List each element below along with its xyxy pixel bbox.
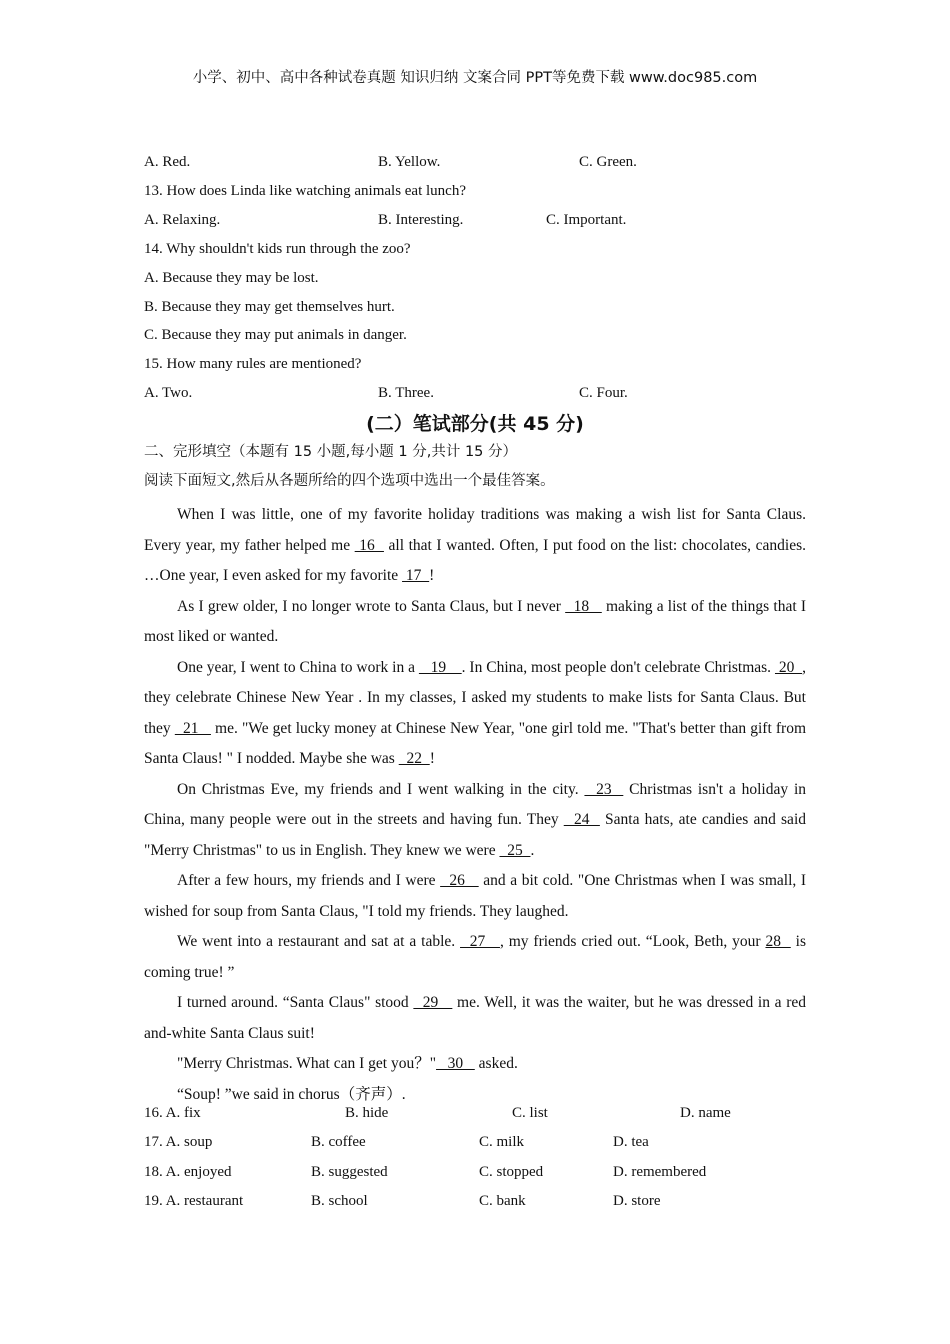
choice-16-d: D. name <box>680 1105 731 1121</box>
blank-26: 26 <box>440 872 479 889</box>
choice-18-c: C. stopped <box>479 1164 544 1180</box>
q15-option-a: A. Two. <box>144 385 193 401</box>
paragraph-6: We went into a restaurant and sat at a table. 27 , my friends cried out. “Look, Beth, your 28 is coming true! ” <box>144 933 806 981</box>
choice-17-a: 17. A. soup <box>144 1134 213 1150</box>
q13-stem: 13. How does Linda like watching animals eat lunch? <box>144 183 466 199</box>
paragraph-7: I turned around. “Santa Claus" stood 29 me. Well, it was the waiter, but he was dressed in a red and-white Santa Claus suit! <box>144 994 807 1042</box>
blank-25: 25 <box>499 841 531 859</box>
choice-19-a: 19. A. restaurant <box>144 1193 244 1209</box>
q13-option-c: C. Important. <box>546 212 627 228</box>
q14-stem: 14. Why shouldn't kids run through the zoo? <box>144 241 411 257</box>
blank-18: 18 <box>565 597 602 615</box>
choice-16-a: 16. A. fix <box>144 1105 201 1121</box>
blank-27: 27 <box>460 933 500 950</box>
choice-19-d: D. store <box>613 1193 661 1209</box>
choice-18-a: 18. A. enjoyed <box>144 1164 232 1180</box>
blank-24: 24 <box>563 811 600 828</box>
q15-option-c: C. Four. <box>579 385 628 401</box>
q13-option-a: A. Relaxing. <box>144 212 221 228</box>
q14-option-c: C. Because they may put animals in danger. <box>144 327 407 343</box>
blank-23: 23 <box>584 780 624 798</box>
section-title: (二）笔试部分(共 45 分) <box>366 413 584 435</box>
q12-option-c: C. Green. <box>579 154 637 170</box>
choice-16-c: C. list <box>512 1105 548 1121</box>
page-header: 小学、初中、高中各种试卷真题 知识归纳 文案合同 PPT等免费下载 www.doc985.com <box>192 70 758 86</box>
paragraph-3: One year, I went to China to work in a 19 . In China, most people don't celebrate Christmas. 20 , they celebrate Chinese New Year . In my classes, I asked my students to make lists for Santa Claus. But they 21 me. "We get lucky money at Chinese New Year, "one girl told me. "That's better than gift from Santa Claus! " I nodded. Maybe she was 22 ! <box>144 658 807 767</box>
choice-16-b: B. hide <box>345 1105 389 1121</box>
choice-17-b: B. coffee <box>311 1134 366 1150</box>
cloze-passage <box>144 500 806 1110</box>
paragraph-2: As I grew older, I no longer wrote to Santa Claus, but I never 18 making a list of the things that I most liked or wanted. <box>144 597 807 645</box>
choice-18-b: B. suggested <box>311 1164 388 1180</box>
cloze-heading: 二、完形填空（本题有 15 小题,每小题 1 分,共计 15 分） <box>144 444 517 460</box>
blank-30: 30 <box>436 1055 475 1072</box>
blank-21: 21 <box>174 719 211 737</box>
choice-19-c: C. bank <box>479 1193 526 1209</box>
paragraph-8: "Merry Christmas. What can I get you？" 30 asked. <box>177 1055 518 1072</box>
blank-20: 20 <box>774 658 803 676</box>
q12-option-a: A. Red. <box>144 154 191 170</box>
blank-16: 16 <box>354 536 384 554</box>
choice-19-b: B. school <box>311 1193 368 1209</box>
q13-option-b: B. Interesting. <box>378 212 464 228</box>
choice-17-c: C. milk <box>479 1134 525 1150</box>
q15-stem: 15. How many rules are mentioned? <box>144 356 362 372</box>
blank-22: 22 <box>398 750 430 767</box>
blank-28: 28 <box>765 933 791 950</box>
q15-option-b: B. Three. <box>378 385 434 401</box>
blank-19: 19 <box>418 658 462 676</box>
q12-option-b: B. Yellow. <box>378 154 441 170</box>
paragraph-5: After a few hours, my friends and I were 26 and a bit cold. "One Christmas when I was small, I wished for soup from Santa Claus, "I told my friends. They laughed. <box>144 872 807 920</box>
q14-option-a: A. Because they may be lost. <box>144 270 319 286</box>
cloze-instruction: 阅读下面短文,然后从各题所给的四个选项中选出一个最佳答案。 <box>144 473 555 489</box>
choice-17-d: D. tea <box>613 1134 649 1150</box>
paragraph-9: “Soup! ”we said in chorus（齐声）. <box>177 1085 406 1103</box>
blank-17: 17 <box>402 567 430 584</box>
paragraph-4: On Christmas Eve, my friends and I went walking in the city. 23 Christmas isn't a holiday in China, many people were out in the streets and having fun. They 24 Santa hats, ate candies and said "Merry Christmas" to us in English. They knew we were 25 . <box>144 780 806 859</box>
blank-29: 29 <box>413 994 453 1011</box>
q14-option-b: B. Because they may get themselves hurt. <box>144 299 395 315</box>
paragraph-1: When I was little, one of my favorite holiday traditions was making a wish list for Santa Claus. Every year, my father helped me 16 all that I wanted. Often, I put food on the list: chocolates, candies. …One year, I even asked for my favorite 17 ! <box>144 506 806 584</box>
choice-18-d: D. remembered <box>613 1164 707 1180</box>
